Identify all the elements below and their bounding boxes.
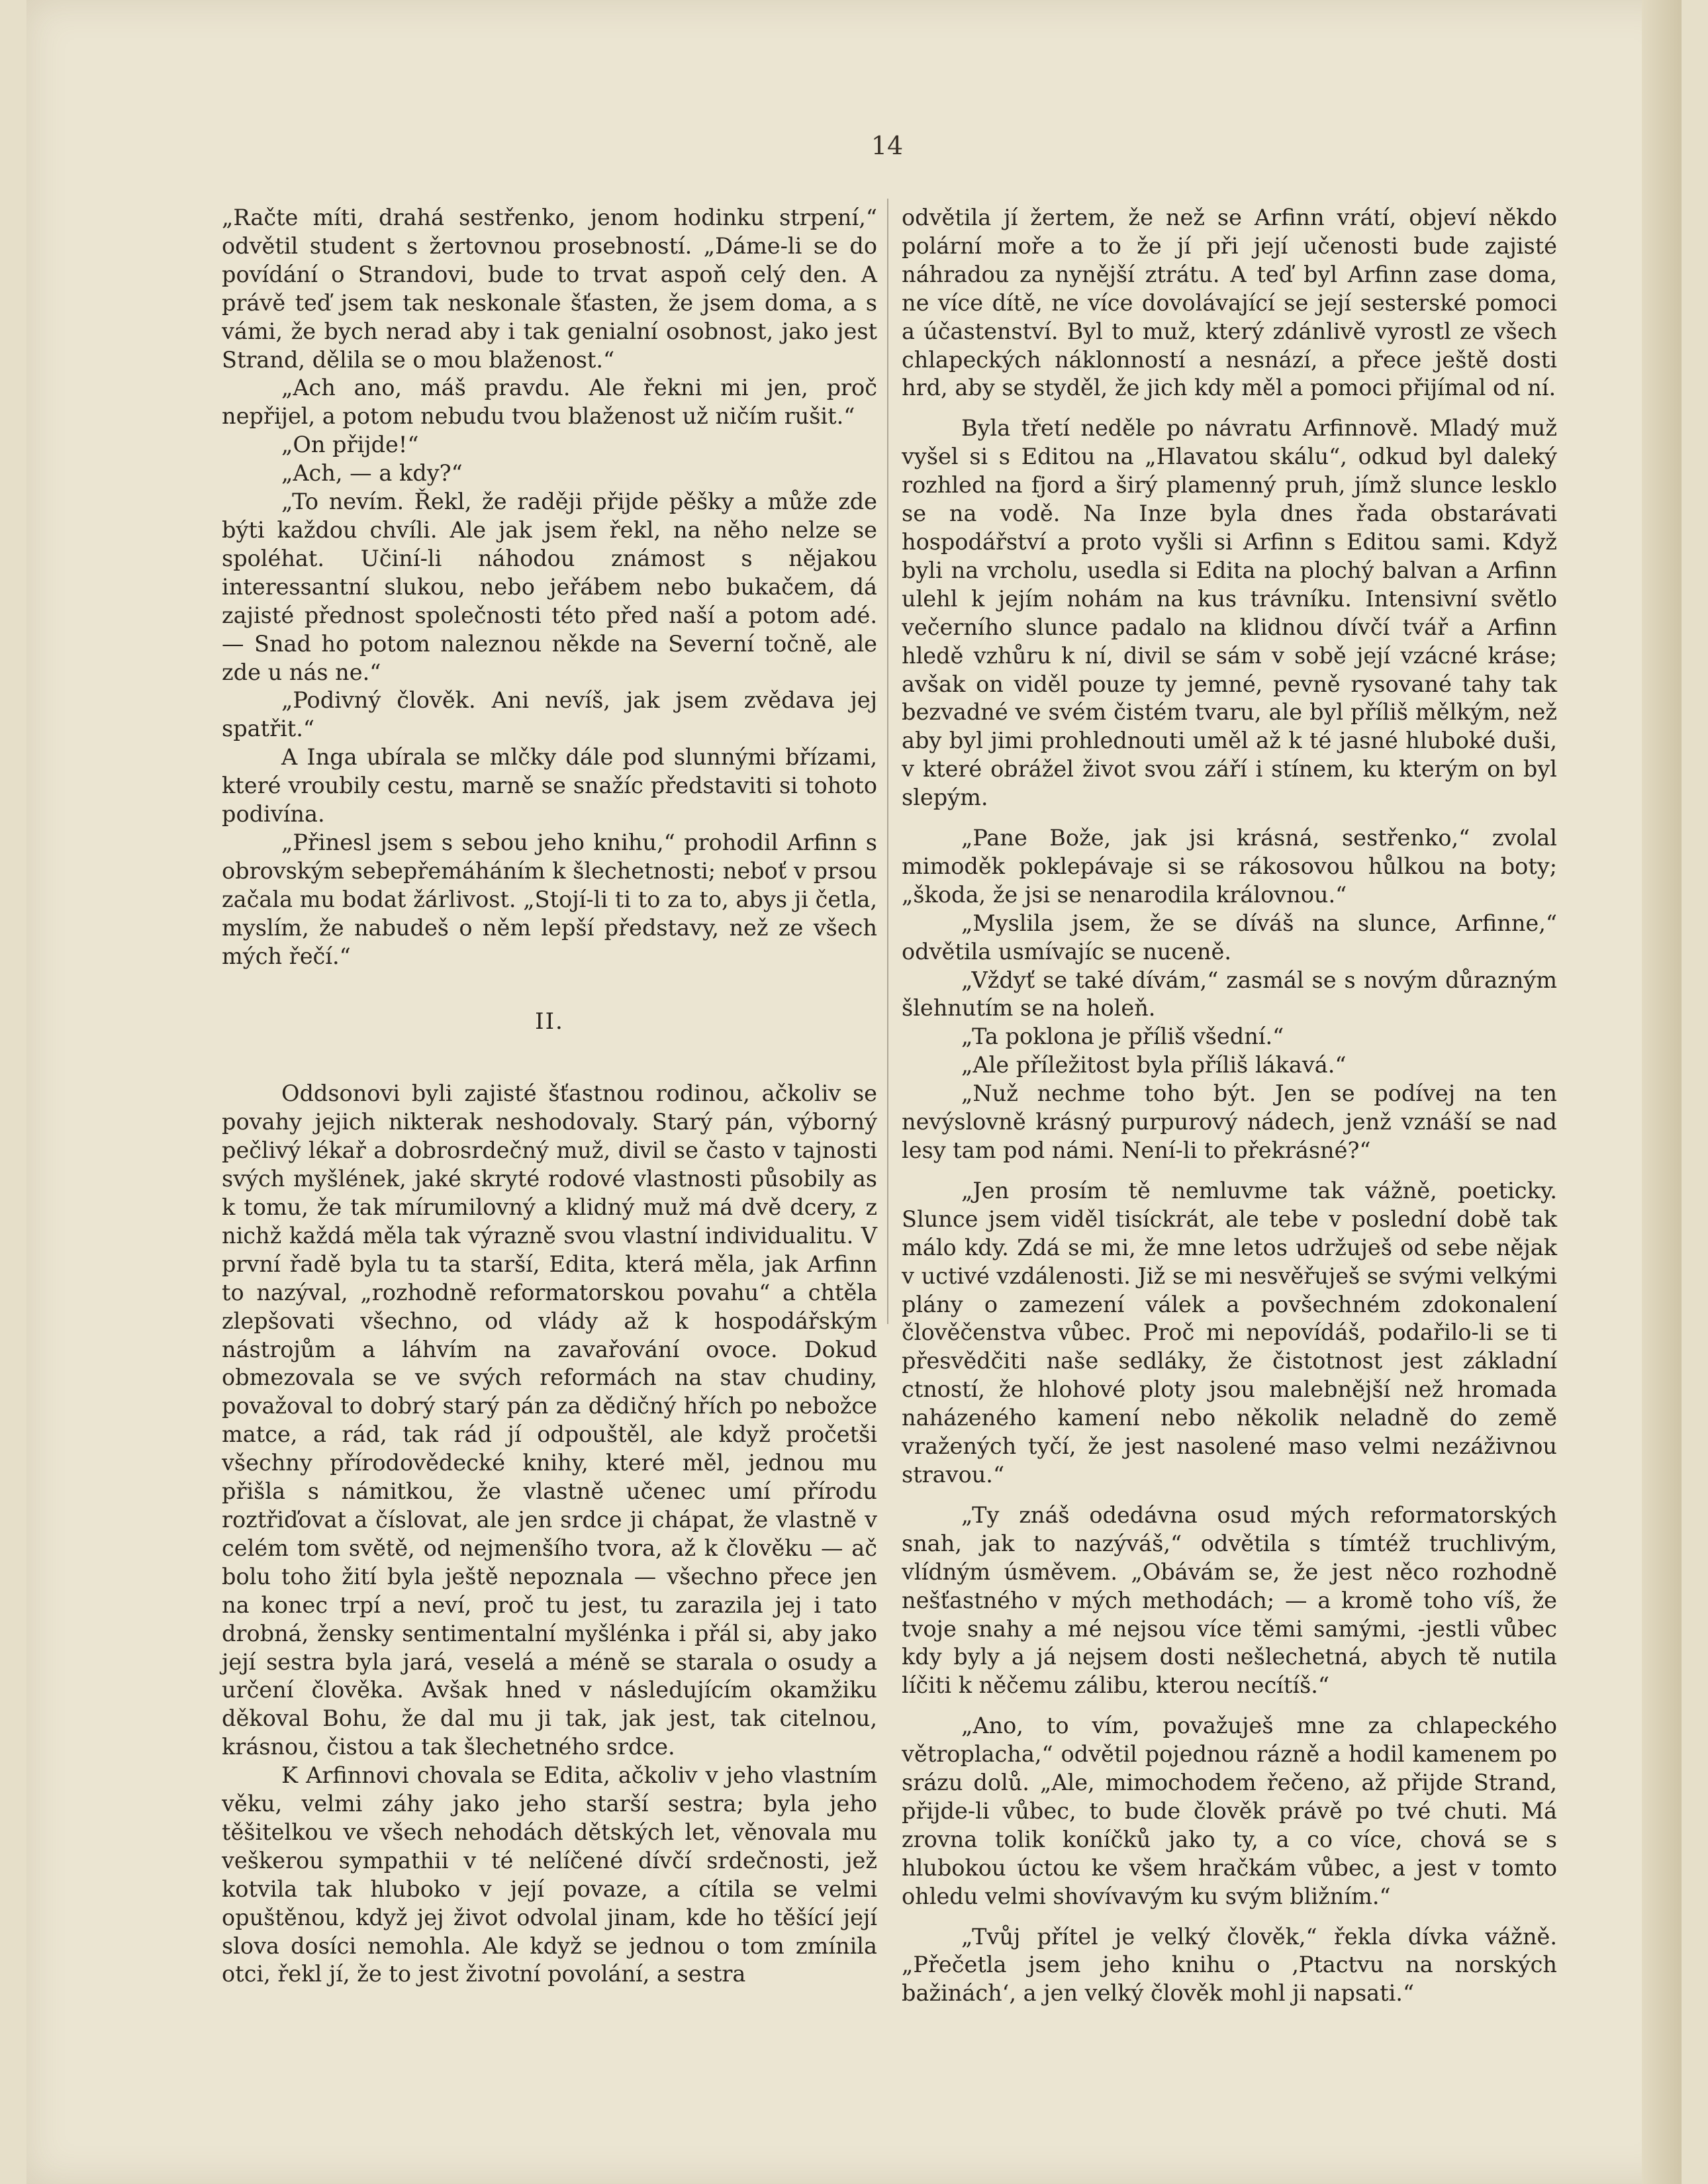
paragraph: „On přijde!“ [281, 432, 419, 458]
page-number: 14 [871, 131, 904, 160]
paragraph: „Račte míti, drahá sestřenko, jenom hodinku strpení,“ odvětil student s žertovnou prosebností. „Dáme-li se do povídání o Strandovi, bude to trvat aspoň celý den. A právě teď jsem tak neskonale šťasten, že jsem doma, a s vámi, že bych nerad aby i tak genialní osobnost, jako jest Strand, dělila se o mou blaženost.“ [222, 205, 877, 373]
scanned-page [26, 0, 1682, 2184]
left-column [222, 204, 877, 1989]
right-column [902, 204, 1557, 2008]
paragraph: „Ta poklona je příliš všední.“ [961, 1023, 1284, 1050]
paragraph: „Pane Bože, jak jsi krásná, sestřenko,“ zvolal mimoděk poklepávaje si se rákosovou hůlkou na boty; „škoda, že jsi se nenarodila královnou.“ [902, 825, 1557, 908]
paragraph: „Podivný člověk. Ani nevíš, jak jsem zvědava jej spatřit.“ [222, 687, 877, 742]
paragraph: odvětila jí žertem, že než se Arfinn vrátí, objeví někdo polární moře a to že jí při její učenosti bude zajisté náhradou za nynější ztrátu. A teď byl Arfinn zase doma, ne více dítě, ne více dovolávající se její sesterské pomoci a účastenství. Byl to muž, který zdánlivě vyrostl ze všech chlapeckých náklonností a nesnází, a přece ještě dosti hrd, aby se styděl, že jich kdy měl a pomoci přijímal od ní. [902, 205, 1557, 401]
page-edge [1642, 0, 1682, 2184]
paragraph: „Ach, — a kdy?“ [281, 460, 463, 487]
paragraph: A Inga ubírala se mlčky dále pod slunnými břízami, které vroubily cestu, marně se snažíc představiti si tohoto podivína. [222, 744, 877, 828]
paragraph: „Jen prosím tě nemluvme tak vážně, poeticky. Slunce jsem viděl tisíckrát, ale tebe v poslední době tak málo kdy. Zdá se mi, že mne letos udržuješ od sebe nějak v uctivé vzdálenosti. Již se mi nesvěřuješ se svými velkými plány o zamezení válek a povšechném zdokonalení člověčenstva vůbec. Proč mi nepovídáš, podařilo-li se ti přesvědčiti naše sedláky, že čistotnost jest základní ctností, že hlohové ploty jsou malebnější než hromada naházeného kamení nebo několik neladně do země vražených tyčí, že jest nasolené maso velmi nezáživnou stravou.“ [902, 1177, 1557, 1488]
paragraph: „To nevím. Řekl, že raději přijde pěšky a může zde býti každou chvíli. Ale jak jsem řekl, na něho nelze se spoléhat. Učiní-li náhodou známost s nějakou interessantní slukou, nebo jeřábem nebo bukačem, dá zajisté přednost společnosti této před naší a potom adé. — Snad ho potom naleznou někde na Severní točně, ale zde u nás ne.“ [222, 489, 877, 685]
paragraph: „Ano, to vím, považuješ mne za chlapeckého větroplacha,“ odvětil pojednou rázně a hodil kamenem po srázu dolů. „Ale, mimochodem řečeno, až přijde Strand, přijde-li vůbec, to bude člověk právě po tvé chuti. Má zrovna tolik koníčků jako ty, a co více, chová se s hlubokou úctou ke všem hračkám vůbec, a jest v tomto ohledu velmi shovívavým ku svým bližním.“ [902, 1713, 1557, 1909]
column-divider [887, 199, 888, 1324]
paragraph: Oddsonovi byli zajisté šťastnou rodinou, ačkoliv se povahy jejich nikterak neshodovaly. Starý pán, výborný pečlivý lékař a dobrosrdečný muž, divil se často v tajnosti svých myšlének, jaké skryté rodové vlastnosti působily as k tomu, že tak mírumilovný a klidný muž má dvě dcery, z nichž každá měla tak výrazně svou vlastní individualitu. V první řadě byla tu ta starší, Edita, která měla, jak Arfinn to nazýval, „rozhodně reformatorskou povahu“ a chtěla zlepšovati všechno, od vlády až k hospodářským nástrojům a láhvím na zavařování ovoce. Dokud obmezovala se ve svých reformách na stav chudiny, považoval to dobrý starý pán za dědičný hřích po nebožce matce, a rád, tak rád jí odpouštěl, ale když pročetši všechny přírodovědecké knihy, které měl, jednou mu přišla s námitkou, že vlastně učenec umí přírodu roztřiďovat a číslovat, ale jen srdce ji chápat, že vlastně v celém tom světě, od nejmenšího tvora, až k člověku — ač bolu toho žití byla ještě nepoznala — všechno přece jen na konec trpí a neví, proč tu jest, tu zarazila jej i tato drobná, žensky sentimentalní myšlénka i přál si, aby jako její sestra byla jará, veselá a méně se starala o osudy a určení člověka. Avšak hned v následujícím okamžiku děkoval Bohu, že dal mu ji tak, jak jest, tak citelnou, krásnou, čistou a tak šlechetného srdce. [222, 1080, 877, 1760]
paragraph: „Ty znáš odedávna osud mých reformatorských snah, jak to nazýváš,“ odvětila s tímtéž truchlivým, vlídným úsměvem. „Obávám se, že jest něco rozhodně nešťastného v mých methodách; — a kromě toho víš, že tvoje snahy a mé nejsou více těmi samými, -jestli vůbec kdy byly a já nejsem dosti nešlechetná, abych tě nutila líčiti k něčemu zálibu, kterou necítíš.“ [902, 1501, 1557, 1699]
paragraph: „Ale příležitost byla příliš lákavá.“ [961, 1052, 1347, 1078]
paragraph: „Nuž nechme toho být. Jen se podívej na ten nevýslovně krásný purpurový nádech, jenž vznáší se nad lesy tam pod námi. Není-li to překrásné?“ [902, 1080, 1557, 1163]
paragraph: „Vždyť se také dívám,“ zasmál se s novým důrazným šlehnutím se na holeň. [902, 967, 1557, 1021]
chapter-heading: II. [535, 1008, 564, 1035]
paragraph: „Přinesl jsem s sebou jeho knihu,“ prohodil Arfinn s obrovským sebepřemáháním k šlechetnosti; neboť v prsou začala mu bodat žárlivost. „Stojí-li ti to za to, abys ji četla, myslím, že nabudeš o něm lepší představy, než ze všech mých řečí.“ [222, 829, 877, 969]
paragraph: „Ach ano, máš pravdu. Ale řekni mi jen, proč nepřijel, a potom nebudu tvou blaženost už ničím rušit.“ [222, 375, 877, 430]
paragraph: „Myslila jsem, že se díváš na slunce, Arfinne,“ odvětila usmívajíc se nuceně. [902, 910, 1557, 965]
paragraph: „Tvůj přítel je velký člověk,“ řekla dívka vážně. „Přečetla jsem jeho knihu o ‚Ptactvu na norských bažinách‘, a jen velký člověk mohl ji napsati.“ [902, 1923, 1557, 2007]
paragraph: Byla třetí neděle po návratu Arfinnově. Mladý muž vyšel si s Editou na „Hlavatou skálu“, odkud byl daleký rozhled na fjord a širý plamenný pruh, jímž slunce lesklo se na vodě. Na Inze byla dnes řada obstarávati hospodářství a proto vyšli si Arfinn s Editou sami. Když byli na vrcholu, usedla si Edita na plochý balvan a Arfinn ulehl k jejím nohám na kus trávníku. Intensivní světlo večerního slunce padalo na klidnou dívčí tvář a Arfinn hledě vzhůru k ní, divil se sám v sobě její vzácné kráse; avšak on viděl pouze ty jemné, pevně rysované tahy tak bezvadné ve svém čistém tvaru, ale byl příliš mělkým, než aby byl jimi prohlednouti uměl až k té jasné hluboké duši, v které obrážel život svou září i stínem, ku kterým on byl slepým. [902, 415, 1557, 811]
paragraph: K Arfinnovi chovala se Edita, ačkoliv v jeho vlastním věku, velmi záhy jako jeho starší sestra; byla jeho těšitelkou ve všech nehodách dětských let, věnovala mu veškerou sympathii v té nelíčené dívčí srdečnosti, jež kotvila tak hluboko v její povaze, a cítila se velmi opuštěnou, když jej život odvolal jinam, kde ho těšící její slova dosíci nemohla. Ale když se jednou o tom zmínila otci, řekl jí, že to jest životní povolání, a sestra [222, 1762, 877, 1987]
